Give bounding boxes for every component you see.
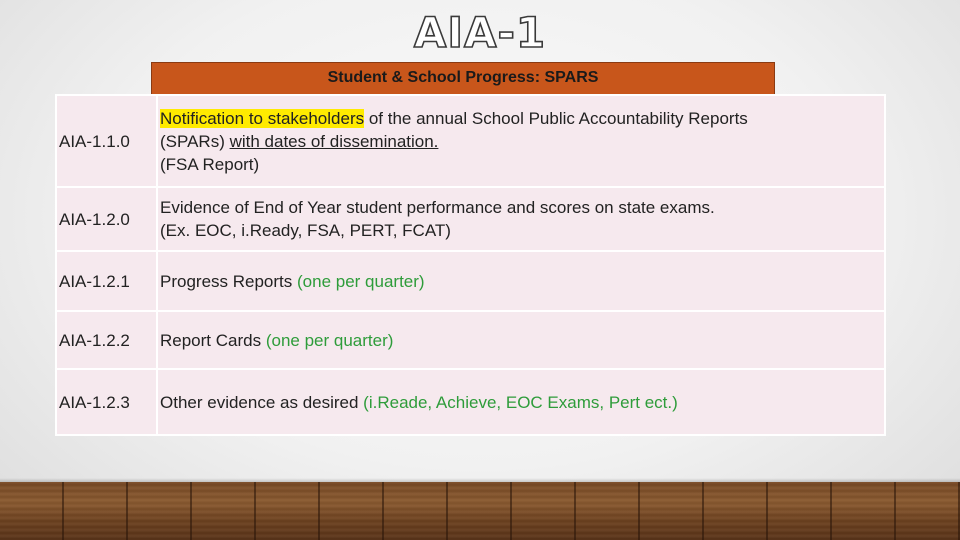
table-row — [56, 187, 885, 251]
row-text: (Ex. EOC, i.Ready, FSA, PERT, FCAT) — [160, 221, 451, 240]
table-row — [56, 251, 885, 311]
row-text: Other evidence as desired — [160, 392, 364, 412]
table-row — [56, 369, 885, 435]
row-code: AIA-1.2.2 — [56, 311, 157, 369]
row-text: (FSA Report) — [160, 154, 260, 174]
table-row — [56, 95, 885, 187]
row-note: (i.Reade, Achieve, EOC Exams, Pert ect.) — [363, 392, 678, 412]
highlighted-text: Notification to stakeholders — [160, 108, 365, 128]
row-code: AIA-1.2.3 — [56, 369, 157, 435]
row-text: (SPARs) — [160, 131, 230, 151]
row-note: (one per quarter) — [297, 271, 425, 291]
row-code: AIA-1.2.1 — [56, 251, 157, 311]
row-text: Report Cards — [160, 330, 266, 350]
row-description — [157, 311, 885, 369]
row-code: AIA-1.1.0 — [56, 95, 157, 187]
row-description — [157, 251, 885, 311]
slide-title: AIA-1 — [413, 8, 547, 57]
row-description — [157, 95, 885, 187]
row-text: Evidence of End of Year student performance and scores on state exams. — [160, 198, 715, 217]
row-description — [157, 369, 885, 435]
evidence-table — [55, 94, 886, 436]
table-row — [56, 311, 885, 369]
banner-text: Student & School Progress: SPARS — [327, 69, 599, 86]
wood-floor — [0, 482, 960, 540]
row-note: (one per quarter) — [265, 330, 394, 350]
spars-banner — [151, 62, 775, 96]
underlined-text: with dates of dissemination. — [229, 131, 439, 151]
row-text: Progress Reports — [160, 271, 297, 291]
row-code: AIA-1.2.0 — [56, 187, 157, 251]
row-description — [157, 187, 885, 251]
row-text: of the annual School Public Accountability Reports — [364, 108, 748, 128]
